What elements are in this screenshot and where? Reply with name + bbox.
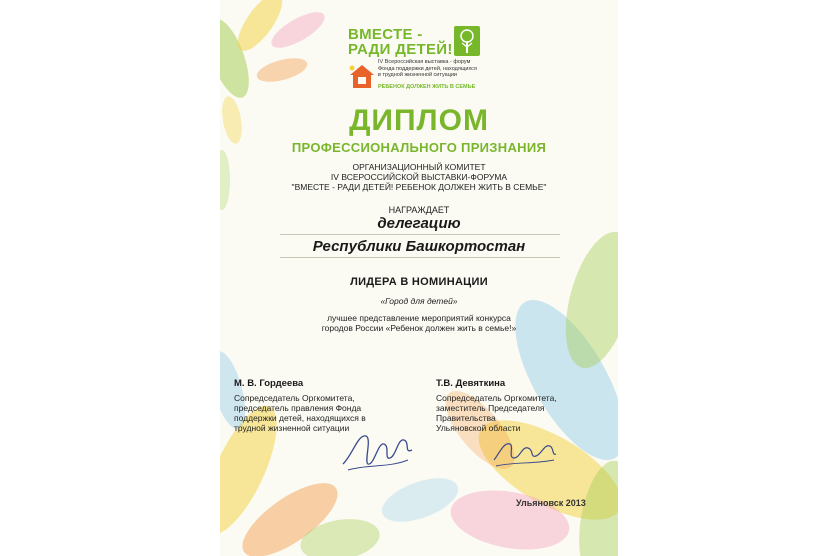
tree-icon	[454, 26, 480, 56]
logo-description: IV Всероссийская выставка - форум Фонда поддержки детей, находящихся в трудной жизненной ситуации	[378, 59, 477, 78]
house-icon	[348, 62, 376, 90]
description-line: городов России «Ребенок должен жить в семье!»	[321, 323, 517, 333]
logo-slogan: РЕБЕНОК ДОЛЖЕН ЖИТЬ В СЕМЬЕ	[378, 84, 476, 90]
signature-left	[338, 424, 418, 474]
recipient-underline	[280, 257, 560, 258]
description-block	[220, 313, 618, 333]
organizer-line: ОРГАНИЗАЦИОННЫЙ КОМИТЕТ	[352, 162, 486, 172]
diploma-subtitle: ПРОФЕССИОНАЛЬНОГО ПРИЗНАНИЯ	[291, 140, 547, 155]
organizer-line: "ВМЕСТЕ - РАДИ ДЕТЕЙ! РЕБЕНОК ДОЛЖЕН ЖИТЬ В СЕМЬЕ"	[291, 182, 547, 192]
signatory-right	[436, 378, 606, 433]
logo-title-line2: РАДИ ДЕТЕЙ!	[348, 41, 453, 58]
recipient-line2: Республики Башкортостан	[312, 238, 526, 255]
organizer-block	[220, 162, 618, 192]
nomination-name: «Город для детей»	[380, 296, 458, 306]
forum-logo	[348, 26, 488, 96]
awards-label: НАГРАЖДАЕТ	[388, 205, 450, 215]
signatory-name: Т.В. Девяткина	[436, 378, 506, 389]
signatory-role: Сопредседатель Оргкомитета, председатель правления Фонда поддержки детей, находящихся в трудной жизненной ситуации	[234, 393, 366, 433]
recipient-underline	[280, 234, 560, 235]
organizer-line: IV ВСЕРОССИЙСКОЙ ВЫСТАВКИ-ФОРУМА	[330, 172, 508, 182]
diploma-title: ДИПЛОМ	[349, 104, 489, 137]
description-line: лучшее представление мероприятий конкурса	[327, 313, 511, 323]
leader-label: ЛИДЕРА В НОМИНАЦИИ	[350, 276, 488, 288]
place-year: Ульяновск 2013	[516, 498, 586, 508]
signatory-role: Сопредседатель Оргкомитета, заместитель Председателя Правительства Ульяновской области	[436, 393, 557, 433]
diploma-page	[220, 0, 618, 556]
logo-title-line1: ВМЕСТЕ -	[348, 26, 423, 43]
signatory-name: М. В. Гордеева	[234, 378, 304, 389]
signature-right	[490, 434, 560, 470]
recipient-line1: делегацию	[377, 215, 461, 232]
